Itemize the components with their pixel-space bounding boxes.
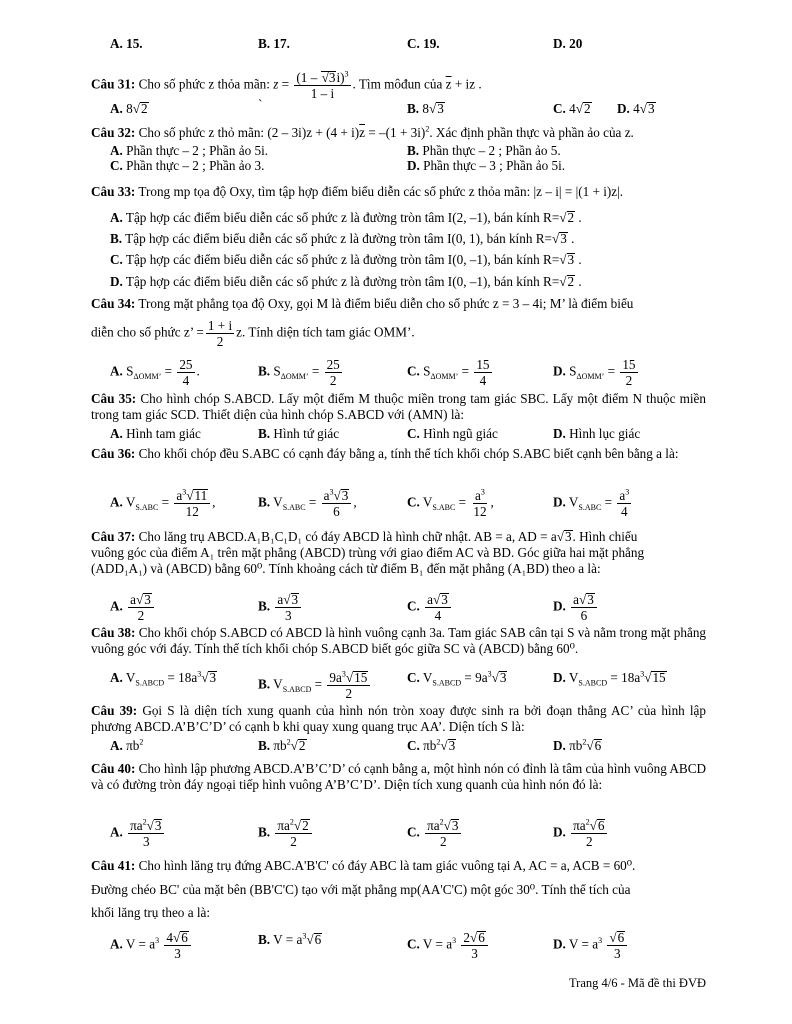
question-39: Câu 39: Gọi S là diện tích xung quanh của hình nón tròn xoay được sinh ra bởi đoạn thẳng AC’ của hình lập phương ABCD.A’B’C’D’ có cạnh b khi quay xung quang trục AA’. Diện tích S là:: [91, 703, 707, 734]
answer-d: D. 20: [553, 36, 583, 51]
question-32: Câu 32: Cho số phức z thỏ mãn: $(2 - 3i)z + (4 + i)\overline{z} = -(1 + 3i)^2$. Xác định phần thực và phần ảo của z.: [91, 124, 634, 140]
page-footer: Trang 4/6 - Mã đề thi ĐVĐ: [568, 976, 706, 990]
question-36: Câu 36: Cho khối chóp đều S.ABC có cạnh đáy bằng a, tính thể tích khối chóp S.ABC biết cạnh bên bằng a là:: [91, 446, 679, 461]
answer-c: C. 19.: [407, 36, 440, 51]
question-40: Câu 40: Cho hình lập phương ABCD.A’B’C’D’ có cạnh bằng a, một hình nón có đỉnh là tâm của hình vuông ABCD và có đường tròn đáy ngoại tiếp hình vuông A’B’C’D’. Diện tích xung quanh của hình nón đó là:: [91, 761, 707, 792]
question-31: Câu 31: Cho số phức z thỏa mãn: z = $\frac{(1 - √ 3i)^3}{1 - i}$ . Tìm môđun của $\overline{z}$ + iz .: [91, 70, 706, 101]
answer-b: B. 17.: [258, 36, 290, 51]
question-34: Câu 34: Trong mặt phẳng tọa độ Oxy, gọi M là điểm biểu diễn cho số phức z = 3 – 4i; M’ là điểm biểu: [91, 296, 634, 311]
question-38: Câu 38: Cho khối chóp S.ABCD có ABCD là hình vuông cạnh 3a. Tam giác SAB cân tại S và nằm trong mặt phẳng vuông góc với đáy. Tính thể tích khối chóp S.ABCD biết góc giữa SC và (ABCD) bằng 60⁰.: [91, 625, 707, 656]
question-35: Câu 35: Cho hình chóp S.ABCD. Lấy một điểm M thuộc miền trong tam giác SBC. Lấy một điểm N thuộc miền trong tam giác SCD. Thiết diện của hình chóp S.ABCD với (AMN) là:: [91, 391, 706, 422]
question-37: Câu 37: Cho lăng trụ ABCD.A₁B₁C₁D₁ có đáy ABCD là hình chữ nhật. AB = a, AD = a √ 3. Hình chiếu: [91, 529, 706, 545]
question-33: Câu 33: Trong mp tọa độ Oxy, tìm tập hợp điểm biểu diễn các số phức z thỏa mãn: |z – i| = |(1 + i)z|.: [91, 184, 624, 199]
question-41: Câu 41: Cho hình lăng trụ đứng ABC.A'B'C' có đáy ABC là tam giác vuông tại A, AC = a, ACB = 60⁰.: [91, 858, 636, 873]
answer-a: A. 15.: [110, 36, 143, 51]
